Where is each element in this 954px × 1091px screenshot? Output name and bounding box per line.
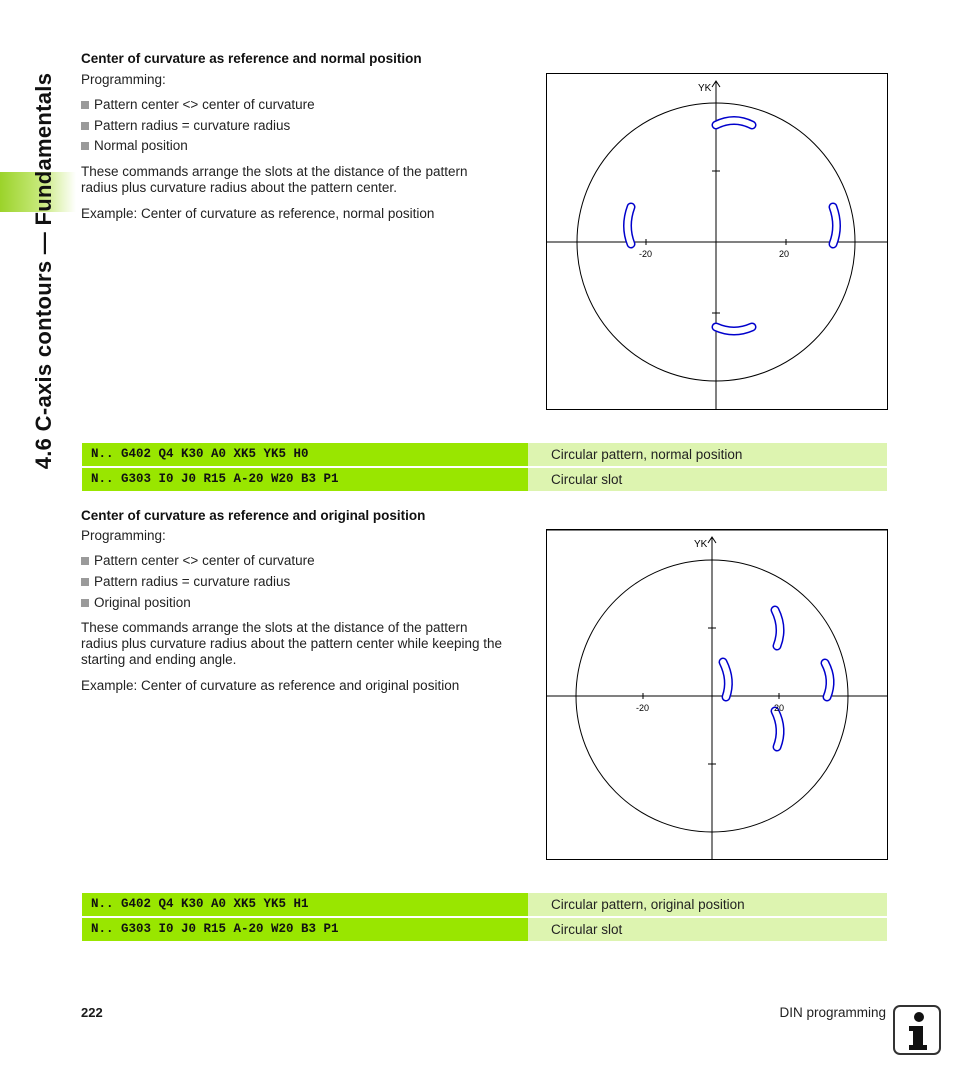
bullet-text: Pattern center <> center of curvature <box>94 553 315 568</box>
bullet-text: Pattern radius = curvature radius <box>94 574 291 589</box>
side-chapter-title-text: 4.6 C-axis contours — Fundamentals <box>31 72 56 470</box>
section1-paragraph <box>81 164 467 196</box>
section1-bullet-2 <box>81 118 290 133</box>
y-axis-label: YK <box>694 539 708 550</box>
paragraph-line: These commands arrange the slots at the distance of the pattern <box>81 620 468 635</box>
section2-bullet-2 <box>81 574 290 589</box>
bullet-text: Pattern center <> center of curvature <box>94 97 315 112</box>
tick-label-left: -20 <box>639 249 653 259</box>
section1-heading: Center of curvature as reference and normal position <box>81 51 422 66</box>
section2-example: Example: Center of curvature as reference and original position <box>81 678 460 693</box>
bullet-text: Normal position <box>94 138 188 153</box>
section1-bullet-1 <box>81 97 315 112</box>
section2-bullet-3 <box>81 595 191 610</box>
bullet-square-icon <box>81 142 89 150</box>
section1-plot <box>546 73 888 410</box>
code-cell: N.. G303 I0 J0 R15 A-20 W20 B3 P1 <box>82 918 528 941</box>
paragraph-line: These commands arrange the slots at the distance of the pattern <box>81 164 468 179</box>
tick-label-right: 20 <box>779 249 790 259</box>
section1-programming-label: Programming: <box>81 72 166 87</box>
section1-figure <box>546 73 888 410</box>
description-cell: Circular pattern, normal position <box>528 443 887 466</box>
section2-bullet-1 <box>81 553 315 568</box>
code-cell: N.. G303 I0 J0 R15 A-20 W20 B3 P1 <box>82 468 528 491</box>
table-row <box>82 893 887 916</box>
section2-programming-label: Programming: <box>81 528 166 543</box>
bullet-text: Original position <box>94 595 191 610</box>
bullet-square-icon <box>81 101 89 109</box>
tick-label-right: 20 <box>774 703 785 713</box>
table-row <box>82 443 887 466</box>
tick-label-left: -20 <box>636 703 650 713</box>
slot-left-inner <box>628 207 632 244</box>
section2-figure <box>546 529 888 860</box>
section1-code-table <box>82 443 887 493</box>
section1-bullet-3 <box>81 138 188 153</box>
info-icon <box>893 1005 941 1055</box>
bullet-text: Pattern radius = curvature radius <box>94 118 291 133</box>
section2-code-table <box>82 893 887 943</box>
paragraph-line: radius plus curvature radius about the pattern center. <box>81 180 397 195</box>
paragraph-line: starting and ending angle. <box>81 652 237 667</box>
section2-plot <box>546 529 888 860</box>
description-cell: Circular pattern, original position <box>528 893 887 916</box>
y-axis-label: YK <box>698 83 712 94</box>
footer-chapter-title: DIN programming <box>779 1005 886 1020</box>
section2-paragraph <box>81 620 502 668</box>
code-cell: N.. G402 Q4 K30 A0 XK5 YK5 H1 <box>82 893 528 916</box>
code-cell: N.. G402 Q4 K30 A0 XK5 YK5 H0 <box>82 443 528 466</box>
slot-right-inner <box>833 207 837 244</box>
section1-example: Example: Center of curvature as reference, normal position <box>81 206 435 221</box>
bullet-square-icon <box>81 557 89 565</box>
section2-heading: Center of curvature as reference and original position <box>81 508 426 523</box>
bullet-square-icon <box>81 578 89 586</box>
page-number: 222 <box>81 1005 103 1020</box>
table-row <box>82 918 887 941</box>
description-cell: Circular slot <box>528 468 887 491</box>
description-cell: Circular slot <box>528 918 887 941</box>
info-glyph <box>895 1007 939 1053</box>
bullet-square-icon <box>81 122 89 130</box>
table-row <box>82 468 887 491</box>
bullet-square-icon <box>81 599 89 607</box>
paragraph-line: radius plus curvature radius about the pattern center while keeping the <box>81 636 503 651</box>
